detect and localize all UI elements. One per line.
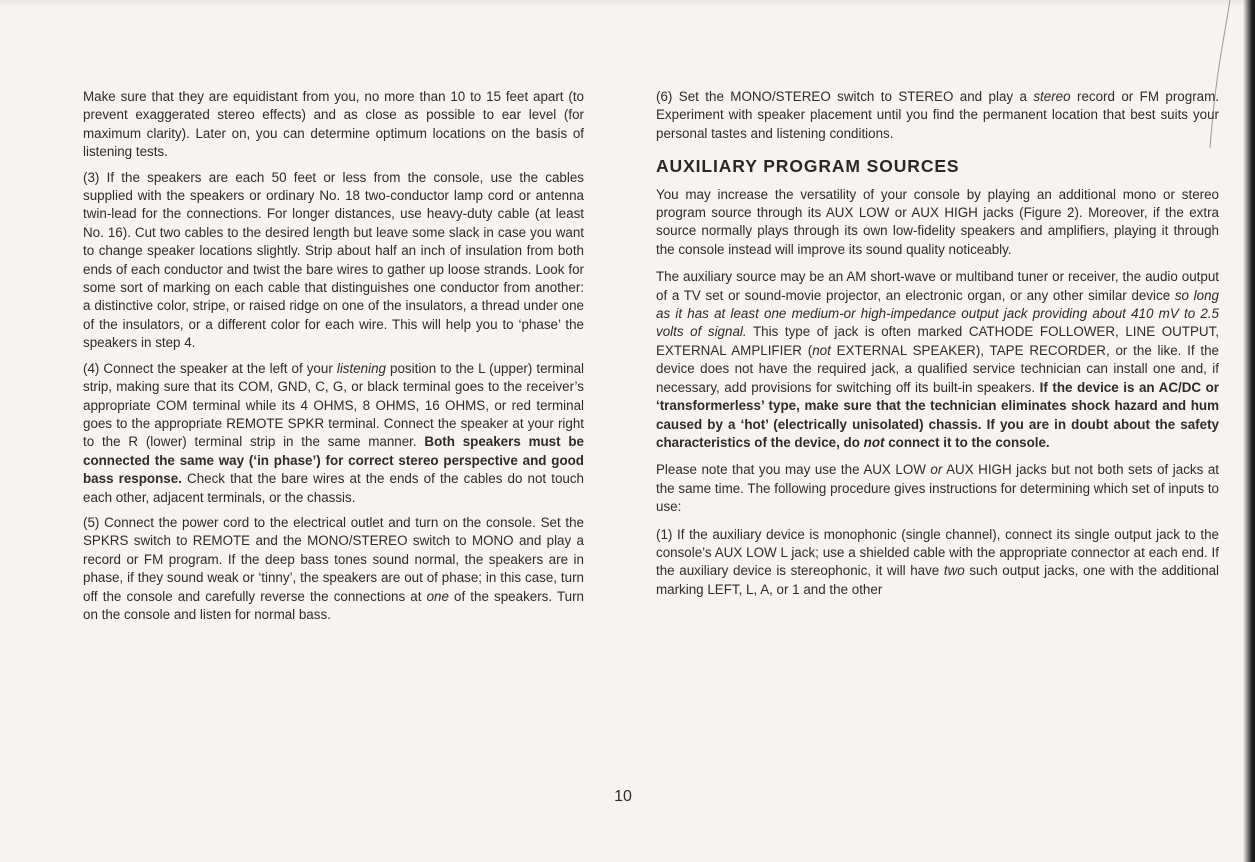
text-run: such output jacks, one with the additional marking LEFT, L, A, or 1 and the other — [656, 563, 1219, 597]
right-paragraph-1 — [656, 88, 1219, 143]
right-paragraph-5 — [656, 526, 1219, 600]
text-run: Check that the bare wires at the ends of the cables do not touch each other, adjacent terminals, or the chassis. — [83, 471, 584, 505]
text-run: (5) Connect the power cord to the electrical outlet and turn on the console. Set the SPKRS switch to REMOTE and the MONO/STEREO switch to MONO and play a record or FM program. If the deep bass tones sound normal, the speakers are in phase, if they sound weak or ‘tinny’, the speakers are out of phase; in this case, turn off the console and carefully reverse the connections at — [83, 514, 584, 604]
text-run: position to the L (upper) terminal strip, making sure that its COM, GND, C, G, or black terminal goes to the receiver’s appropriate COM terminal while its 4 OHMS, 8 OHMS, 16 OHMS, or red terminal goes to the appropriate REMOTE SPKR terminal. Connect the speaker at your right to the R (lower) terminal strip in the same manner. — [83, 360, 584, 450]
text-run: EXTERNAL SPEAKER), TAPE RECORDER, or the like. If the device does not have the required jack, a qualified service technician can install one and, if necessary, add provisions for switching off its built-in speakers. — [656, 342, 1219, 395]
italic-run: or — [930, 462, 943, 478]
bold-warning-run: Both speakers must be connected the same way (‘in phase’) for correct stereo perspective and good bass response. — [83, 434, 584, 487]
italic-run: two — [943, 563, 965, 579]
bold-warning-run: If the device is an AC/DC or ‘transformerless’ type, make sure that the technician eliminates shock hazard and hum caused by a ‘hot’ (electrically unisolated) chassis. If you are in doubt about the safety characteristics of the device, do — [656, 379, 1219, 450]
text-run: The auxiliary source may be an AM short-wave or multiband tuner or receiver, the audio output of a TV set or sound-movie projector, an electronic organ, or any other similar device — [656, 269, 1219, 303]
text-run: This type of jack is often marked CATHODE FOLLOWER, LINE OUTPUT, EXTERNAL AMPLIFIER ( — [656, 324, 1219, 358]
bold-warning-run: connect it to the console. — [884, 434, 1050, 450]
left-paragraph-2: (3) If the speakers are each 50 feet or less from the console, use the cables supplied with the speakers or ordinary No. 18 two-conductor lamp cord or antenna twin-lead for the connections. For longer distances, use heavy-duty cable (at least No. 16). Cut two cables to the desired length but leave some slack in case you want to change speaker locations slightly. Strip about half an inch of insulation from both ends of each conductor and twist the bare wires to gather up loose strands. Look for some sort of marking on each cable that distinguishes one conductor from another: a distinctive color, stripe, or raised ridge on one of the insulators, a thread under one of the insulators, or a different color for each wire. This will help you to ‘phase’ the speakers in step 4. — [83, 169, 584, 351]
left-paragraph-1: Make sure that they are equidistant from you, no more than 10 to 15 feet apart (to prevent exaggerated stereo effects) and as close as possible to ear level (for maximum clarity). Later on, you can determine optimum locations on the basis of listening tests. — [83, 89, 584, 160]
page-top-shadow — [0, 0, 1255, 6]
text-run: of the speakers. Turn on the console and listen for normal bass. — [83, 588, 585, 622]
italic-run: so long as it has at least one medium-or high-impedance output jack providing about 410 mV to 2.5 volts of signal. — [656, 287, 1219, 340]
italic-run: listening — [336, 360, 386, 376]
right-paragraph-4 — [656, 461, 1219, 516]
text-run: Please note that you may use the AUX LOW — [656, 462, 931, 478]
section-heading: AUXILIARY PROGRAM SOURCES — [656, 156, 960, 177]
text-run: AUX HIGH jacks but not both sets of jacks at the same time. The following procedure gives instructions for determining which set of inputs to use: — [656, 462, 1219, 515]
right-paragraph-2: You may increase the versatility of your console by playing an additional mono or stereo program source through its AUX LOW or AUX HIGH jacks (Figure 2). Moreover, if the extra source normally plays through its own low-fidelity speakers and amplifiers, playing it through the console instead will improve its sound quality noticeably. — [656, 186, 1219, 257]
left-column — [83, 88, 584, 631]
text-run: (4) Connect the speaker at the left of your — [83, 360, 337, 376]
italic-run: stereo — [1033, 89, 1071, 104]
right-column — [656, 88, 1219, 608]
text-run: (1) If the auxiliary device is monophonic (single channel), connect its single output jack to the console’s AUX LOW L jack; use a shielded cable with the appropriate connector at each end. If the auxiliary device is stereophonic, it will have — [656, 526, 1219, 579]
page-number: 10 — [614, 788, 632, 805]
text-run: record or FM program. Experiment with speaker placement until you find the permanent location that best suits your personal tastes and listening conditions. — [656, 89, 1219, 141]
left-paragraph-3 — [83, 360, 584, 507]
italic-run: one — [426, 588, 449, 604]
bold-italic-run: not — [863, 434, 885, 450]
left-paragraph-4 — [83, 514, 584, 624]
italic-run: not — [812, 342, 831, 358]
text-run: (6) Set the MONO/STEREO switch to STEREO and play a — [656, 89, 1034, 104]
right-paragraph-3 — [656, 268, 1219, 452]
page-edge-shadow — [1243, 0, 1255, 862]
